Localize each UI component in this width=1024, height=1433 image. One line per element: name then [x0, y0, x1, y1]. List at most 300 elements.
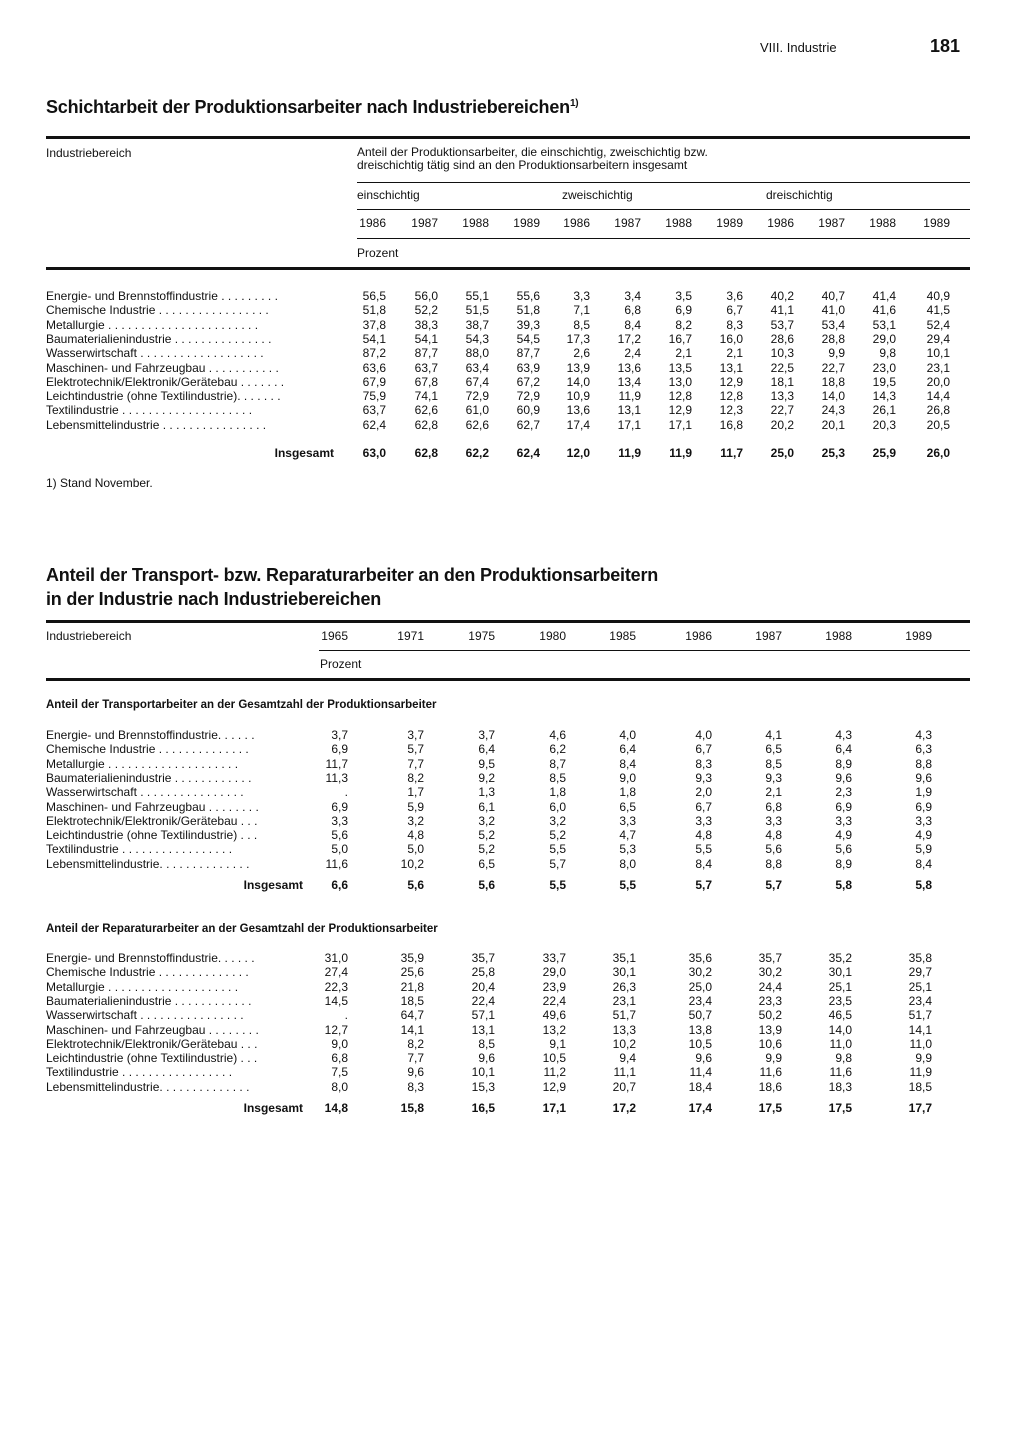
table2-row-label: Energie- und Brennstoffindustrie. . . . . .	[46, 951, 255, 965]
table1-total-label: Insgesamt	[274, 446, 334, 460]
table1-cell: 62,7	[516, 417, 540, 432]
table2-cell: 1,7	[407, 785, 424, 800]
table2-cell: 4,8	[695, 828, 712, 843]
table2-cell: 11,9	[909, 1065, 932, 1080]
table2-total-cell: 14,8	[324, 1101, 348, 1115]
table1-cell: 87,2	[362, 346, 386, 361]
table2-cell: 8,0	[619, 856, 636, 871]
table2-cell: 4,7	[619, 828, 636, 843]
table1-cell: 3,4	[624, 289, 641, 303]
table1-unit: Prozent	[357, 246, 399, 260]
table2-row-label: Metallurgie . . . . . . . . . . . . . . . . . . . .	[46, 756, 239, 771]
table1-cell: 28,6	[770, 331, 794, 346]
table2-row-label: Maschinen- und Fahrzeugbau . . . . . . . .	[46, 1022, 259, 1037]
table1-cell: 3,5	[675, 289, 692, 303]
table2-cell: 11,2	[543, 1065, 566, 1080]
table2-cell: 1,9	[915, 785, 932, 800]
table2-row-label: Baumaterialienindustrie . . . . . . . . . . . .	[46, 993, 252, 1008]
table1-cell: 13,1	[719, 360, 743, 375]
table2-cell: 5,2	[478, 842, 495, 857]
table1-cell: 2,1	[726, 346, 743, 361]
table2-cell: 11,3	[325, 770, 348, 785]
table2-cell: 12,7	[324, 1022, 348, 1037]
table1-cell: 18,8	[821, 374, 845, 389]
table1-cell: 72,9	[465, 389, 489, 404]
table2-cell: 5,6	[765, 842, 782, 857]
table1-cell: 38,3	[414, 317, 438, 332]
table1-cell: 29,4	[926, 331, 950, 346]
table2-total-cell: 17,2	[612, 1101, 636, 1115]
table1-cell: 24,3	[821, 403, 845, 418]
table2-cell: 10,1	[471, 1065, 495, 1080]
table2-cell: 11,6	[759, 1065, 782, 1080]
table2-cell: 6,5	[765, 742, 782, 757]
table1-cell: 13,6	[566, 403, 590, 418]
table2-year-rule	[319, 650, 970, 651]
table2-header-bottom-rule	[46, 678, 970, 681]
table1-cell: 51,8	[362, 303, 386, 318]
section-header: VIII. Industrie	[760, 40, 837, 55]
table1-year-4: 1986	[563, 216, 590, 230]
table2-cell: 13,8	[688, 1022, 712, 1037]
table2-cell: 4,0	[695, 728, 712, 742]
table1-cell: 9,8	[879, 346, 896, 361]
table2-cell: 33,7	[542, 951, 566, 965]
table2-cell: 35,7	[471, 951, 495, 965]
table2-title-line2: in der Industrie nach Industriebereichen	[46, 589, 382, 609]
table2-cell: 27,4	[324, 965, 348, 980]
table1-year-5: 1987	[614, 216, 641, 230]
table1-cell: 8,2	[675, 317, 692, 332]
table1-cell: 51,8	[516, 303, 540, 318]
table2-cell: 3,3	[695, 813, 712, 828]
table2-total-cell: 15,8	[400, 1101, 424, 1115]
table1-cell: 7,1	[573, 303, 590, 318]
table2-total-cell: 5,8	[835, 878, 852, 892]
table2-cell: 6,9	[915, 799, 932, 814]
table2-cell: 6,9	[331, 799, 348, 814]
table1-cell: 9,9	[828, 346, 845, 361]
table2-cell: 7,5	[331, 1065, 348, 1080]
table2-cell: 3,3	[835, 813, 852, 828]
table1-cell: 41,5	[926, 303, 950, 318]
table1-cell: 26,8	[926, 403, 950, 418]
table2-cell: 9,3	[695, 770, 712, 785]
table1-cell: 13,5	[668, 360, 692, 375]
table2-cell: 8,4	[915, 856, 932, 871]
table2-cell: 3,2	[478, 813, 495, 828]
table2-cell: 13,2	[542, 1022, 566, 1037]
table1-cell: 53,4	[821, 317, 845, 332]
table2-cell: 22,4	[542, 993, 566, 1008]
table2-cell: 9,2	[478, 770, 495, 785]
table2-total-cell: 17,7	[908, 1101, 932, 1115]
table2-cell: .	[344, 1008, 348, 1023]
table2-row-label: Wasserwirtschaft . . . . . . . . . . . . . . . .	[46, 785, 244, 800]
table2-cell: 22,3	[324, 979, 348, 994]
table2-cell: 5,9	[407, 799, 424, 814]
table2-total-cell: 17,4	[688, 1101, 712, 1115]
table2-year-1: 1971	[397, 629, 424, 643]
table2-cell: 10,5	[542, 1051, 566, 1066]
table2-cell: 10,5	[688, 1036, 712, 1051]
table2-cell: 8,8	[765, 856, 782, 871]
table1-cell: 40,2	[770, 289, 794, 303]
table2-row-label: Leichtindustrie (ohne Textilindustrie) . . .	[46, 828, 258, 843]
table2-cell: 6,4	[619, 742, 636, 757]
table2-row-label: Elektrotechnik/Elektronik/Gerätebau . . .	[46, 1036, 258, 1051]
table2-cell: 5,7	[407, 742, 424, 757]
table2-cell: 8,5	[478, 1036, 495, 1051]
table2-cell: 4,6	[549, 728, 566, 742]
table2-row-label: Textilindustrie . . . . . . . . . . . . . . . . .	[46, 842, 233, 857]
table2-cell: 64,7	[400, 1008, 424, 1023]
table2-cell: 8,4	[695, 856, 712, 871]
table2-cell: 9,1	[549, 1036, 566, 1051]
table1-group-dreischichtig: dreischichtig	[766, 188, 833, 202]
table2-cell: 29,7	[908, 965, 932, 980]
table1-cell: 62,6	[465, 417, 489, 432]
table1-cell: 8,5	[573, 317, 590, 332]
table1-year-2: 1988	[462, 216, 489, 230]
table2-total-label: Insgesamt	[243, 878, 303, 892]
table2-total-cell: 17,1	[542, 1101, 566, 1115]
table2-cell: 23,3	[758, 993, 782, 1008]
table2-cell: 13,3	[612, 1022, 636, 1037]
table1-cell: 39,3	[516, 317, 540, 332]
table2-cell: 25,8	[471, 965, 495, 980]
table2-row-label: Lebensmittelindustrie. . . . . . . . . . . . . .	[46, 1079, 250, 1094]
table2-cell: 50,2	[758, 1008, 782, 1023]
table2-cell: 5,5	[695, 842, 712, 857]
table1-cell: 40,9	[926, 289, 950, 303]
table2-cell: 3,3	[331, 813, 348, 828]
table1-year-rule	[357, 238, 970, 239]
table2-cell: 9,6	[835, 770, 852, 785]
table1-cell: 13,0	[668, 374, 692, 389]
table2-cell: 25,1	[908, 979, 932, 994]
table2-cell: 18,3	[828, 1079, 852, 1094]
table2-cell: 11,0	[829, 1036, 852, 1051]
table1-cell: 75,9	[362, 389, 386, 404]
table2-cell: 6,0	[549, 799, 566, 814]
table2-cell: 9,0	[619, 770, 636, 785]
table1-top-rule	[46, 136, 970, 139]
table1-year-0: 1986	[359, 216, 386, 230]
table2-cell: 5,6	[331, 828, 348, 843]
table1-cell: 28,8	[821, 331, 845, 346]
table1-total-cell: 63,0	[362, 446, 386, 460]
table1-cell: 74,1	[414, 389, 438, 404]
table2-cell: 9,0	[331, 1036, 348, 1051]
table2-cell: 2,3	[835, 785, 852, 800]
table1-description-line1: Anteil der Produktionsarbeiter, die einschichtig, zweischichtig bzw.	[357, 145, 708, 159]
table2-row-label: Textilindustrie . . . . . . . . . . . . . . . . .	[46, 1065, 233, 1080]
table1-cell: 52,4	[926, 317, 950, 332]
table2-cell: 5,3	[619, 842, 636, 857]
table1-cell: 87,7	[414, 346, 438, 361]
table2-cell: 4,1	[765, 728, 782, 742]
table1-cell: 20,1	[821, 417, 845, 432]
table1-cell: 14,0	[566, 374, 590, 389]
table1-cell: 88,0	[465, 346, 489, 361]
table1-cell: 3,6	[726, 289, 743, 303]
table1-title-text: Schichtarbeit der Produktionsarbeiter nach Industriebereichen	[46, 97, 570, 117]
table2-total-cell: 5,7	[765, 878, 782, 892]
table2-cell: 51,7	[612, 1008, 636, 1023]
table2-cell: 3,7	[407, 728, 424, 742]
table1-cell: 54,5	[516, 331, 540, 346]
table2-cell: 57,1	[471, 1008, 495, 1023]
table1-cell: 62,6	[414, 403, 438, 418]
table2-cell: 9,6	[915, 770, 932, 785]
table1-cell: 13,3	[770, 389, 794, 404]
table2-year-7: 1988	[825, 629, 852, 643]
table2-cell: 25,6	[400, 965, 424, 980]
table1-cell: 54,3	[465, 331, 489, 346]
table1-total-cell: 12,0	[566, 446, 590, 460]
table1-cell: 63,6	[362, 360, 386, 375]
table2-cell: 8,2	[407, 770, 424, 785]
table2-cell: 8,0	[331, 1079, 348, 1094]
table1-title-footnote-mark: 1)	[569, 98, 579, 109]
table2-cell: 4,9	[835, 828, 852, 843]
table1-cell: 37,8	[362, 317, 386, 332]
table1-cell: 23,0	[872, 360, 896, 375]
table2-cell: 9,9	[915, 1051, 932, 1066]
table2-cell: 23,5	[828, 993, 852, 1008]
table2-cell: 8,9	[835, 756, 852, 771]
table2-unit: Prozent	[320, 657, 362, 671]
table2-cell: 30,2	[758, 965, 782, 980]
table2-cell: 5,5	[549, 842, 566, 857]
table1-cell: 22,7	[821, 360, 845, 375]
table2-cell: 11,4	[689, 1065, 712, 1080]
table1-cell: 61,0	[465, 403, 489, 418]
table1-cell: 17,1	[668, 417, 692, 432]
table1-cell: 55,1	[465, 289, 489, 303]
table1-cell: 41,4	[872, 289, 896, 303]
table1-cell: 51,5	[465, 303, 489, 318]
table2-cell: 9,6	[478, 1051, 495, 1066]
table2-cell: 10,6	[758, 1036, 782, 1051]
table1-cell: 53,7	[770, 317, 794, 332]
table1-cell: 13,4	[617, 374, 641, 389]
table1-total-cell: 25,0	[770, 446, 794, 460]
table2-cell: 8,7	[549, 756, 566, 771]
table1-header-bottom-rule	[46, 267, 970, 270]
table2-cell: 11,0	[909, 1036, 932, 1051]
table1-row-label: Maschinen- und Fahrzeugbau . . . . . . . . . . .	[46, 360, 279, 375]
table2-cell: 35,9	[400, 951, 424, 965]
table2-cell: 6,5	[619, 799, 636, 814]
table1-cell: 12,8	[719, 389, 743, 404]
table2-cell: 5,7	[549, 856, 566, 871]
table2-cell: 5,6	[835, 842, 852, 857]
table2-row-label: Elektrotechnik/Elektronik/Gerätebau . . .	[46, 813, 258, 828]
table2-cell: 9,3	[765, 770, 782, 785]
table1-cell: 52,2	[414, 303, 438, 318]
table2-cell: 23,4	[908, 993, 932, 1008]
table1-year-3: 1989	[513, 216, 540, 230]
table2-cell: 6,8	[331, 1051, 348, 1066]
table1-cell: 10,3	[770, 346, 794, 361]
table2-cell: 8,3	[407, 1079, 424, 1094]
table1-cell: 16,7	[668, 331, 692, 346]
table1-cell: 20,5	[926, 417, 950, 432]
table2-title-line1: Anteil der Transport- bzw. Reparaturarbeiter an den Produktionsarbeitern	[46, 565, 659, 585]
table2-cell: 8,5	[549, 770, 566, 785]
table1-total-cell: 11,9	[618, 446, 641, 460]
table1-cell: 13,6	[617, 360, 641, 375]
table1-cell: 12,8	[668, 389, 692, 404]
table1-cell: 14,0	[821, 389, 845, 404]
table2-cell: 14,1	[908, 1022, 932, 1037]
table2-cell: 4,9	[915, 828, 932, 843]
table2-cell: 4,3	[835, 728, 852, 742]
table2-title	[46, 563, 658, 611]
table2-cell: 3,7	[478, 728, 495, 742]
table1-total-cell: 62,2	[465, 446, 489, 460]
table1-cell: 11,9	[618, 389, 641, 404]
table1-cell: 16,8	[719, 417, 743, 432]
table1-cell: 63,7	[414, 360, 438, 375]
table2-total-cell: 5,6	[478, 878, 495, 892]
table2-cell: 22,4	[471, 993, 495, 1008]
table2-cell: 4,8	[407, 828, 424, 843]
table1-row-label: Textilindustrie . . . . . . . . . . . . . . . . . . . .	[46, 403, 253, 418]
table1-cell: 41,0	[821, 303, 845, 318]
table2-row-label: Lebensmittelindustrie. . . . . . . . . . . . . .	[46, 856, 250, 871]
table2-cell: 6,4	[835, 742, 852, 757]
table1-cell: 20,3	[872, 417, 896, 432]
table1-cell: 87,7	[516, 346, 540, 361]
table2-cell: 9,4	[619, 1051, 636, 1066]
table2-cell: 30,2	[688, 965, 712, 980]
table2-cell: 8,3	[695, 756, 712, 771]
table2-row-label: Chemische Industrie . . . . . . . . . . . . . .	[46, 742, 249, 757]
table2-cell: 35,2	[828, 951, 852, 965]
table1-year-10: 1988	[869, 216, 896, 230]
table2-year-0: 1965	[321, 629, 348, 643]
table2-year-4: 1985	[609, 629, 636, 643]
table2-cell: 30,1	[612, 965, 636, 980]
table1-cell: 72,9	[516, 389, 540, 404]
table2-cell: 30,1	[828, 965, 852, 980]
table2-cell: 49,6	[542, 1008, 566, 1023]
table1-cell: 26,1	[872, 403, 896, 418]
table1-cell: 14,4	[926, 389, 950, 404]
table2-top-rule	[46, 620, 970, 623]
table2-cell: 5,0	[407, 842, 424, 857]
table2-total-cell: 5,5	[619, 878, 636, 892]
table1-cell: 3,3	[573, 289, 590, 303]
table2-row-label: Leichtindustrie (ohne Textilindustrie) . . .	[46, 1051, 258, 1066]
table2-cell: 31,0	[324, 951, 348, 965]
table2-cell: 5,2	[549, 828, 566, 843]
table1-total-cell: 62,8	[414, 446, 438, 460]
table1-total-cell: 11,7	[720, 446, 743, 460]
table1-cell: 38,7	[465, 317, 489, 332]
table2-cell: 6,1	[478, 799, 495, 814]
table2-cell: 24,4	[758, 979, 782, 994]
table2-total-cell: 6,6	[331, 878, 348, 892]
table2-cell: 8,5	[765, 756, 782, 771]
table1-cell: 8,4	[624, 317, 641, 332]
table1-cell: 13,9	[566, 360, 590, 375]
table2-cell: 5,0	[331, 842, 348, 857]
table2-cell: 10,2	[612, 1036, 636, 1051]
table2-cell: 6,4	[478, 742, 495, 757]
table2-total-cell: 5,5	[549, 878, 566, 892]
table1-cell: 67,9	[362, 374, 386, 389]
table2-cell: 1,8	[549, 785, 566, 800]
table2-cell: 20,4	[471, 979, 495, 994]
table2-col-label: Industriebereich	[46, 629, 132, 643]
table1-row-label: Energie- und Brennstoffindustrie . . . . . . . . .	[46, 289, 278, 303]
table1-cell: 6,8	[624, 303, 641, 318]
table1-cell: 56,0	[414, 289, 438, 303]
table2-cell: 3,3	[765, 813, 782, 828]
table1-cell: 22,5	[770, 360, 794, 375]
table2-cell: 23,4	[688, 993, 712, 1008]
table2-cell: 7,7	[407, 756, 424, 771]
table2-cell: 4,3	[915, 728, 932, 742]
table2-total-cell: 16,5	[471, 1101, 495, 1115]
table1-year-7: 1989	[716, 216, 743, 230]
table2-cell: 18,5	[400, 993, 424, 1008]
table1-footnote: 1) Stand November.	[46, 476, 153, 490]
table1-cell: 12,9	[668, 403, 692, 418]
table1-cell: 10,1	[926, 346, 950, 361]
table1-row-label: Chemische Industrie . . . . . . . . . . . . . . . . .	[46, 303, 269, 318]
table2-cell: 6,9	[835, 799, 852, 814]
table2-cell: .	[344, 785, 348, 800]
table2-cell: 50,7	[688, 1008, 712, 1023]
table2-cell: 15,3	[471, 1079, 495, 1094]
table2-cell: 6,9	[331, 742, 348, 757]
table1-cell: 13,1	[617, 403, 641, 418]
table2-cell: 11,6	[325, 856, 348, 871]
table1-cell: 17,1	[617, 417, 641, 432]
table1-cell: 53,1	[872, 317, 896, 332]
table1-year-1: 1987	[411, 216, 438, 230]
table1-cell: 63,9	[516, 360, 540, 375]
table1-cell: 20,0	[926, 374, 950, 389]
table1-cell: 8,3	[726, 317, 743, 332]
table1-cell: 20,2	[770, 417, 794, 432]
table1-row-label: Leichtindustrie (ohne Textilindustrie). . . . . . .	[46, 389, 281, 404]
table2-total-cell: 17,5	[758, 1101, 782, 1115]
table2-year-2: 1975	[468, 629, 495, 643]
table1-cell: 17,4	[566, 417, 590, 432]
table1-cell: 16,0	[719, 331, 743, 346]
table2-cell: 35,6	[688, 951, 712, 965]
table1-year-8: 1986	[767, 216, 794, 230]
table1-cell: 55,6	[516, 289, 540, 303]
table2-row-label: Baumaterialienindustrie . . . . . . . . . . . .	[46, 770, 252, 785]
table1-group-rule	[357, 209, 970, 210]
table2-row-label: Metallurgie . . . . . . . . . . . . . . . . . . . .	[46, 979, 239, 994]
table1-cell: 41,1	[770, 303, 794, 318]
table1-total-cell: 25,9	[872, 446, 896, 460]
table2-cell: 4,8	[765, 828, 782, 843]
table1-cell: 12,3	[719, 403, 743, 418]
table2-cell: 1,8	[619, 785, 636, 800]
table2-total-cell: 5,6	[407, 878, 424, 892]
table2-total-cell: 5,7	[695, 878, 712, 892]
table1-cell: 56,5	[362, 289, 386, 303]
